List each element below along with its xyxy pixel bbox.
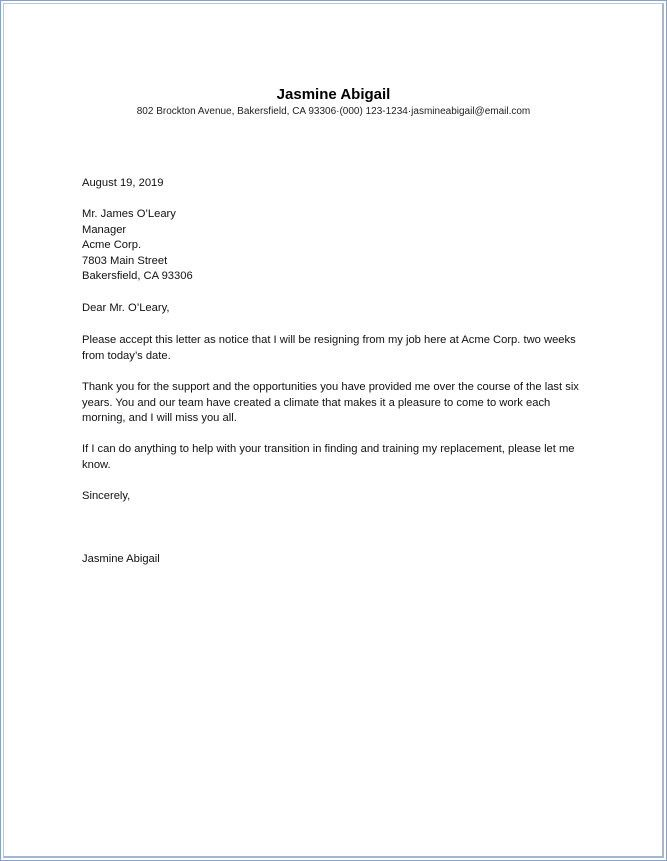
closing: Sincerely, bbox=[82, 490, 131, 502]
salutation: Dear Mr. O’Leary, bbox=[82, 302, 170, 314]
signature-name: Jasmine Abigail bbox=[82, 553, 160, 565]
recipient-address bbox=[82, 207, 582, 285]
paragraph-transition: If I can do anything to help with your transition in finding and training my replacement, please let me know. bbox=[82, 443, 575, 471]
recipient-name: Mr. James O’Leary bbox=[82, 208, 176, 220]
recipient-city-state-zip: Bakersfield, CA 93306 bbox=[82, 270, 193, 283]
paragraph-thanks: Thank you for the support and the opportunities you have provided me over the course of the last six years. You and our team have created a climate that makes it a pleasure to come to work each morning, and I will miss you all. bbox=[82, 381, 579, 425]
recipient-company: Acme Corp. bbox=[82, 239, 142, 252]
recipient-title: Manager bbox=[82, 223, 127, 236]
sender-contact-line: 802 Brockton Avenue, Bakersfield, CA 93306·(000) 123-1234·jasmineabigail@email.com bbox=[136, 106, 531, 117]
letter-date: August 19, 2019 bbox=[82, 177, 164, 189]
paragraph-notice: Please accept this letter as notice that I will be resigning from my job here at Acme Corp. two weeks from today’s date. bbox=[82, 334, 576, 362]
sender-name: Jasmine Abigail bbox=[276, 86, 391, 103]
recipient-street: 7803 Main Street bbox=[82, 254, 168, 267]
